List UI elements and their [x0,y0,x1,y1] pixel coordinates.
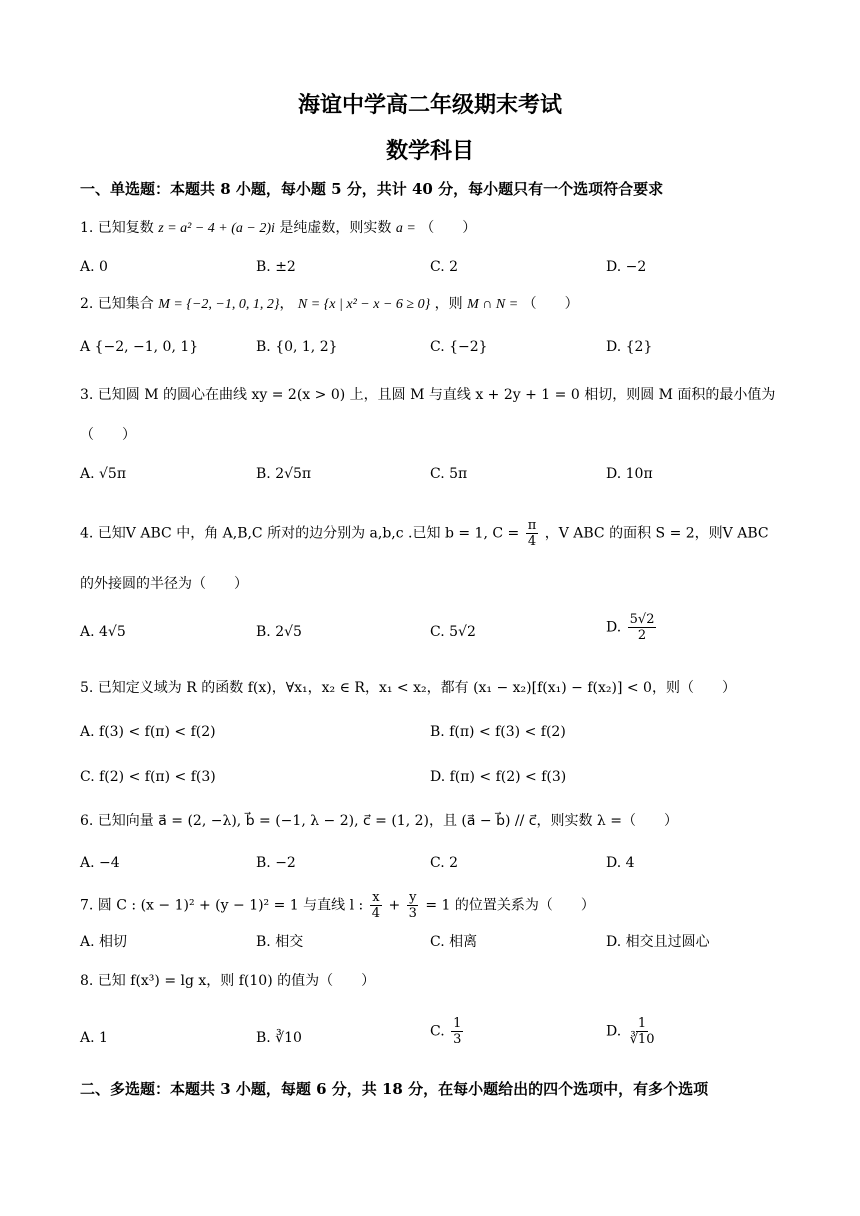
question-8-stem: 8. 已知 f(x³) = lg x，则 f(10) 的值为（ ） [80,973,376,989]
q5-option-b: B. f(π) < f(3) < f(2) [430,724,566,740]
q4-line1-a: 4. 已知V ABC 中，角 A,B,C 所对的边分别为 a,b,c .已知 b = 1, C = [80,525,520,542]
q2-expr: M ∩ N = [467,297,519,312]
q7-frac1-den: 4 [371,906,380,921]
question-7-stem [80,890,595,921]
q4-option-c: C. 5√2 [430,624,476,640]
q8-option-d-label: D. [606,1023,622,1040]
q1-option-d: D. −2 [606,259,647,275]
q4-option-d [606,612,658,643]
q6-option-b: B. −2 [256,855,296,871]
q2-set-m: M = {−2, −1, 0, 1, 2} [158,297,280,312]
question-4-line1 [80,518,769,549]
question-2-stem: 2. 已知集合 M = {−2, −1, 0, 1, 2}， N = {x | x² − x − 6 ≥ 0} ，则 M ∩ N = （ ） [80,296,579,312]
q3-option-b: B. 2√5π [256,466,312,482]
question-3-line2: （ ） [80,427,136,443]
q4-option-d-den: 2 [637,628,647,643]
q6-option-a: A. −4 [80,855,120,871]
q4-frac-num: π [527,518,537,533]
q3-option-d: D. 10π [606,466,653,482]
q2-paren: （ ） [522,296,579,312]
q6-option-d: D. 4 [606,855,635,871]
question-4-line2: 的外接圆的半径为（ ） [80,576,248,592]
q3-option-a: A. √5π [80,466,127,482]
q4-line1-b: ，V ABC 的面积 S = 2，则V ABC [544,525,769,542]
q8-option-a: A. 1 [80,1030,108,1046]
q4-option-d-fraction [628,612,657,643]
q7-stem-a: 7. 圆 C : (x − 1)² + (y − 1)² = 1 与直线 l : [80,897,364,914]
question-3-line1: 3. 已知圆 M 的圆心在曲线 xy = 2(x > 0) 上，且圆 M 与直线 x + 2y + 1 = 0 相切，则圆 M 面积的最小值为 [80,387,776,403]
q1-option-b: B. ±2 [256,259,296,275]
q5-option-d: D. f(π) < f(2) < f(3) [430,769,567,785]
q8-option-c-label: C. [430,1023,445,1040]
q7-option-c: C. 相离 [430,934,478,950]
q8-option-d-den: ∛10 [629,1032,655,1047]
q8-option-b: B. ∛10 [256,1030,302,1046]
q8-option-c-fraction [451,1016,463,1047]
subject-title: 数学科目 [385,138,474,164]
q1-formula: z = a² − 4 + (a − 2)i [158,221,275,236]
q5-option-a: A. f(3) < f(π) < f(2) [80,724,216,740]
q2-option-d: D. {2} [606,339,653,355]
q7-frac1-num: x [372,890,380,905]
section-heading-multi-choice: 二、多选题：本题共 3 小题，每题 6 分，共 18 分，在每小题给出的四个选项中，有多个选项 [80,1080,709,1098]
q8-option-d-fraction [628,1016,657,1047]
q1-stem-b: 是纯虚数，则实数 [279,220,392,236]
q3-option-c: C. 5π [430,466,468,482]
q4-option-a: A. 4√5 [80,624,126,640]
q8-option-c-num: 1 [453,1016,462,1031]
q7-frac2-num: y [409,890,417,905]
q7-option-d: D. 相交且过圆心 [606,934,710,950]
q4-option-b: B. 2√5 [256,624,302,640]
q6-option-c: C. 2 [430,855,459,871]
q2-option-b: B. {0, 1, 2} [256,339,338,355]
q1-option-c: C. 2 [430,259,459,275]
question-6-stem: 6. 已知向量 a⃗ = (2, −λ), b⃗ = (−1, λ − 2), c⃗ = (1, 2)，且 (a⃗ − b⃗) // c⃗，则实数 λ =（ ） [80,813,678,829]
question-1-stem [80,218,476,239]
q2-stem-a: 2. 已知集合 [80,296,154,312]
question-5-stem: 5. 已知定义域为 R 的函数 f(x)，∀x₁，x₂ ∈ R，x₁ < x₂，都有 (x₁ − x₂)[f(x₁) − f(x₂)] < 0，则（ ） [80,680,736,696]
q4-frac-den: 4 [527,534,537,549]
q4-option-d-label: D. [606,619,622,636]
q8-option-c [430,1016,465,1047]
q8-option-d [606,1016,658,1047]
q8-option-d-num: 1 [637,1016,647,1031]
exam-title: 海谊中学高二年级期末考试 [297,92,562,118]
q2-set-n: N = {x | x² − x − 6 ≥ 0} [297,297,431,312]
q7-fraction-1 [370,890,382,921]
section-heading-single-choice: 一、单选题：本题共 8 小题，每小题 5 分，共计 40 分，每小题只有一个选项符合要求 [80,180,664,198]
q4-fraction [526,518,539,549]
q5-option-c: C. f(2) < f(π) < f(3) [80,769,216,785]
q7-fraction-2 [407,890,419,921]
q7-frac2-den: 3 [408,906,417,921]
q7-plus: + [388,897,401,914]
q7-option-b: B. 相交 [256,934,304,950]
q4-option-d-num: 5√2 [629,612,655,627]
q2-stem-b: ，则 [434,296,463,312]
q8-option-c-den: 3 [453,1032,462,1047]
q7-stem-b: = 1 的位置关系为（ ） [425,897,595,914]
q2-option-c: C. {−2} [430,339,488,355]
q1-var: a = [395,221,416,236]
q1-paren: （ ） [420,220,477,236]
q1-option-a: A. 0 [80,259,108,275]
q1-stem-a: 1. 已知复数 [80,220,154,236]
q7-option-a: A. 相切 [80,934,128,950]
q2-option-a: A {−2, −1, 0, 1} [80,339,199,355]
